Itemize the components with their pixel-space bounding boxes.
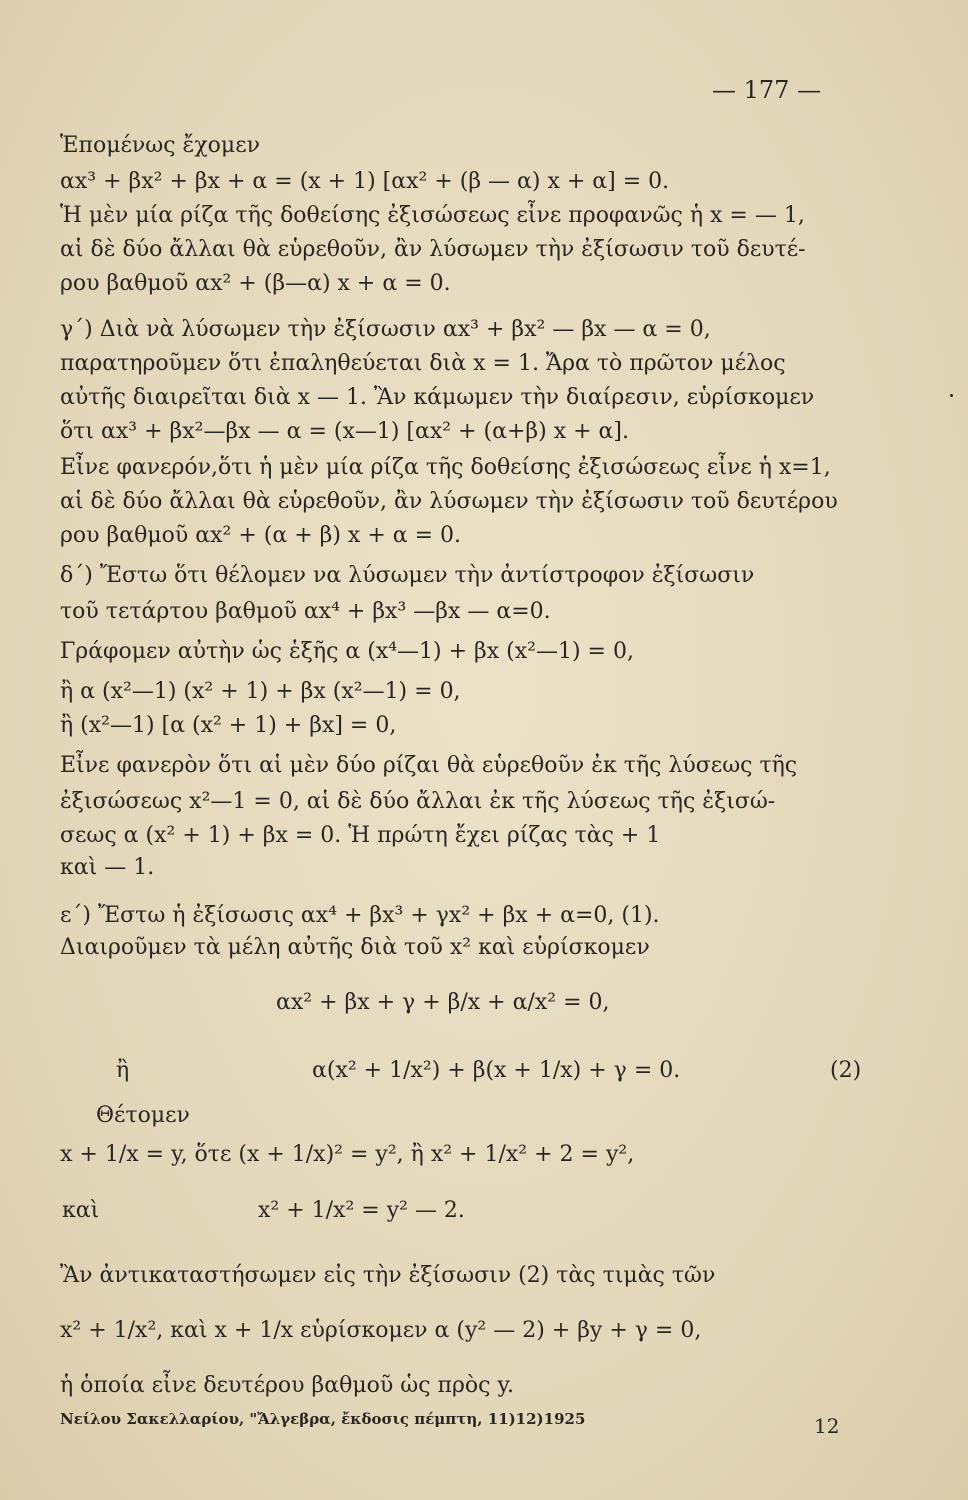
equation-label: (2): [830, 1058, 862, 1083]
text-line: Εἶνε φανερὸν ὅτι αἱ μὲν δύο ρίζαι θὰ εὑρεθοῦν ἐκ τῆς λύσεως τῆς: [60, 753, 798, 778]
text-line: Ἑπομένως ἔχομεν: [60, 133, 260, 158]
equation: x + 1/x = y, ὅτε (x + 1/x)² = y², ἢ x² + 1/x² + 2 = y²,: [60, 1142, 635, 1167]
margin-dot: [950, 394, 953, 397]
signature-mark: 12: [814, 1414, 840, 1438]
text-line: αὐτῆς διαιρεῖται διὰ x — 1. Ἂν κάμωμεν τὴν διαίρεσιν, εὑρίσκομεν: [60, 385, 815, 410]
text-line: σεως α (x² + 1) + βx = 0. Ἡ πρώτη ἔχει ρίζας τὰς + 1: [60, 823, 661, 848]
text-line: ε΄) Ἔστω ἡ ἐξίσωσις αx⁴ + βx³ + γx² + βx + α=0, (1).: [60, 903, 660, 928]
text-line: ἢ (x²—1) [α (x² + 1) + βx] = 0,: [60, 713, 397, 738]
text-line: γ΄) Διὰ νὰ λύσωμεν τὴν ἐξίσωσιν αx³ + βx² — βx — α = 0,: [60, 317, 711, 342]
text-line: καὶ — 1.: [60, 855, 155, 880]
equation: x² + 1/x², καὶ x + 1/x εὑρίσκομεν α (y² — 2) + βy + γ = 0,: [60, 1318, 702, 1343]
equation-prefix: ἢ: [116, 1058, 130, 1083]
text-line: Εἶνε φανερόν,ὅτι ἡ μὲν μία ρίζα τῆς δοθείσης ἐξισώσεως εἶνε ἡ x=1,: [60, 455, 831, 480]
text-line: Διαιροῦμεν τὰ μέλη αὐτῆς διὰ τοῦ x² καὶ εὑρίσκομεν: [60, 935, 650, 960]
text-line: αx³ + βx² + βx + α = (x + 1) [αx² + (β — α) x + α] = 0.: [60, 169, 670, 194]
text-line: Θέτομεν: [96, 1103, 190, 1128]
text-line: αἱ δὲ δύο ἄλλαι θὰ εὑρεθοῦν, ἂν λύσωμεν τὴν ἐξίσωσιν τοῦ δευτέ-: [60, 237, 806, 262]
text-line: ἐξισώσεως x²—1 = 0, αἱ δὲ δύο ἄλλαι ἐκ τῆς λύσεως τῆς ἐξισώ-: [60, 789, 776, 814]
text-line: ἡ ὁποία εἶνε δευτέρου βαθμοῦ ὡς πρὸς y.: [60, 1373, 514, 1398]
text-line: Ἡ μὲν μία ρίζα τῆς δοθείσης ἐξισώσεως εἶνε προφανῶς ἡ x = — 1,: [60, 203, 805, 228]
text-line: ἢ α (x²—1) (x² + 1) + βx (x²—1) = 0,: [60, 679, 461, 704]
text-line: τοῦ τετάρτου βαθμοῦ αx⁴ + βx³ —βx — α=0.: [60, 599, 551, 624]
text-line: ὅτι αx³ + βx²—βx — α = (x—1) [αx² + (α+β) x + α].: [60, 419, 629, 444]
equation: αx² + βx + γ + β/x + α/x² = 0,: [276, 990, 610, 1015]
footer-imprint: Νείλου Σακελλαρίου, "Ἄλγεβρα, ἔκδοσις πέμπτη, 11)12)1925: [60, 1410, 586, 1428]
equation-prefix: καὶ: [62, 1198, 100, 1223]
equation: x² + 1/x² = y² — 2.: [258, 1198, 465, 1223]
text-line: δ΄) Ἔστω ὅτι θέλομεν να λύσωμεν τὴν ἀντίστροφον ἐξίσωσιν: [60, 563, 755, 588]
equation: α(x² + 1/x²) + β(x + 1/x) + γ = 0.: [312, 1058, 681, 1083]
text-line: Γράφομεν αὐτὴν ὡς ἑξῆς α (x⁴—1) + βx (x²—1) = 0,: [60, 639, 634, 664]
text-line: ρου βαθμοῦ αx² + (β—α) x + α = 0.: [60, 271, 451, 296]
page-number: — 177 —: [712, 76, 822, 104]
text-line: Ἂν ἀντικαταστήσωμεν εἰς τὴν ἐξίσωσιν (2) τὰς τιμὰς τῶν: [60, 1263, 716, 1288]
text-line: αἱ δὲ δύο ἄλλαι θὰ εὑρεθοῦν, ἂν λύσωμεν τὴν ἐξίσωσιν τοῦ δευτέρου: [60, 489, 838, 514]
text-line: παρατηροῦμεν ὅτι ἐπαληθεύεται διὰ x = 1. Ἄρα τὸ πρῶτον μέλος: [60, 351, 786, 376]
text-line: ρου βαθμοῦ αx² + (α + β) x + α = 0.: [60, 523, 462, 548]
